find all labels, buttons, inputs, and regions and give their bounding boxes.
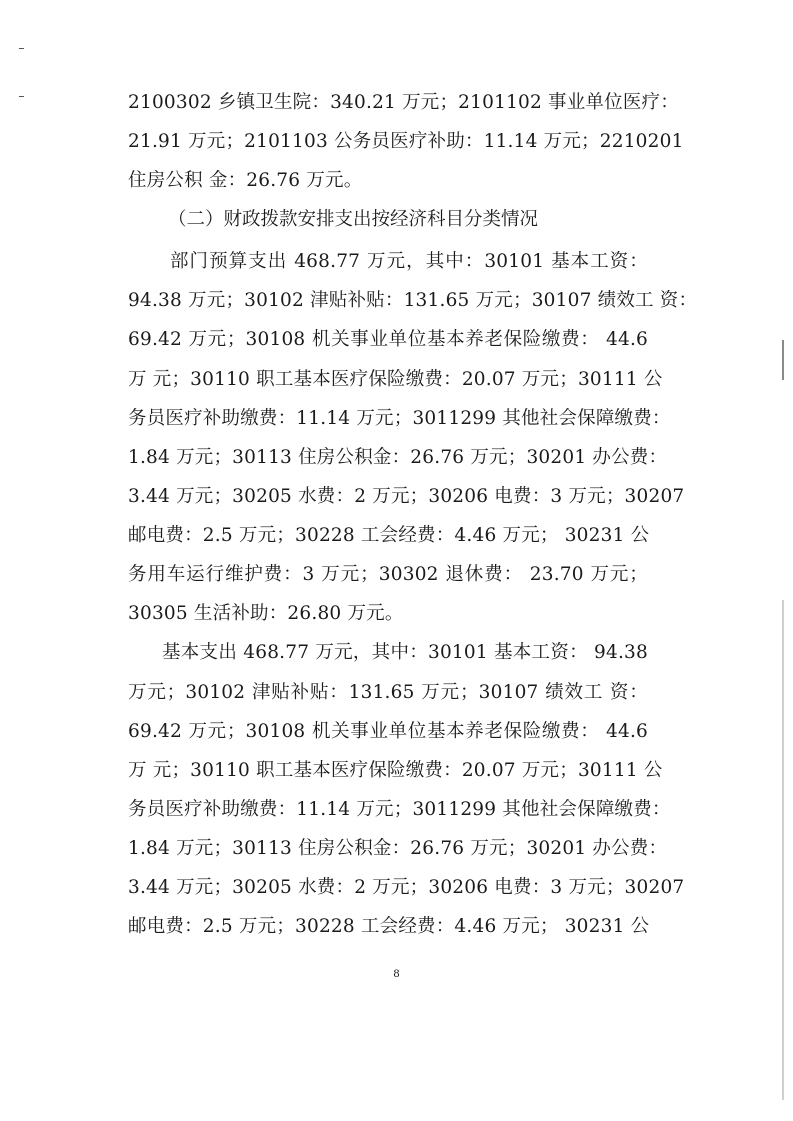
paragraph-line: 94.38 万元；30102 津贴补贴：131.65 万元；30107 绩效工 资： (128, 290, 698, 311)
paragraph-line: 邮电费：2.5 万元；30228 工会经费：4.46 万元； 30231 公 (128, 916, 650, 937)
paragraph-line: 3.44 万元；30205 水费：2 万元；30206 电费：3 万元；30207 (128, 486, 685, 507)
paragraph-line: 30305 生活补助：26.80 万元。 (128, 603, 404, 624)
text-line: 住房公积 金：26.76 万元。 (128, 170, 363, 191)
page-number: 8 (393, 966, 400, 980)
paragraph-line: 务员医疗补助缴费：11.14 万元；3011299 其他社会保障缴费： (128, 799, 671, 820)
paragraph-line: 务员医疗补助缴费：11.14 万元；3011299 其他社会保障缴费： (128, 408, 671, 429)
paragraph-line: 基本支出 468.77 万元，其中：30101 基本工资： 94.38 (162, 642, 648, 663)
scan-edge-shadow (782, 600, 784, 1100)
scan-edge-mark (782, 340, 784, 380)
paragraph-line: 万 元；30110 职工基本医疗保险缴费：20.07 万元；30111 公 (128, 369, 663, 390)
margin-mark (19, 96, 24, 97)
text-line: 2100302 乡镇卫生院：340.21 万元；2101102 事业单位医疗： (128, 92, 679, 113)
paragraph-line: 1.84 万元；30113 住房公积金：26.76 万元；30201 办公费： (128, 447, 668, 468)
section-heading: （二）财政拨款安排支出按经济科目分类情况 (168, 209, 539, 230)
margin-mark (19, 48, 24, 49)
paragraph-line: 69.42 万元；30108 机关事业单位基本养老保险缴费： 44.6 (128, 721, 648, 742)
paragraph-line: 万元；30102 津贴补贴：131.65 万元；30107 绩效工 资： (128, 682, 648, 703)
paragraph-line: 部门预算支出 468.77 万元，其中：30101 基本工资： (170, 251, 648, 272)
paragraph-line: 1.84 万元；30113 住房公积金：26.76 万元；30201 办公费： (128, 838, 668, 859)
paragraph-line: 3.44 万元；30205 水费：2 万元；30206 电费：3 万元；30207 (128, 877, 685, 898)
text-line: 21.91 万元；2101103 公务员医疗补助：11.14 万元；2210201 (128, 131, 684, 152)
paragraph-line: 万 元；30110 职工基本医疗保险缴费：20.07 万元；30111 公 (128, 760, 663, 781)
paragraph-line: 务用车运行维护费：3 万元；30302 退休费： 23.70 万元； (128, 564, 648, 585)
paragraph-line: 69.42 万元；30108 机关事业单位基本养老保险缴费： 44.6 (128, 329, 648, 350)
paragraph-line: 邮电费：2.5 万元；30228 工会经费：4.46 万元； 30231 公 (128, 525, 650, 546)
